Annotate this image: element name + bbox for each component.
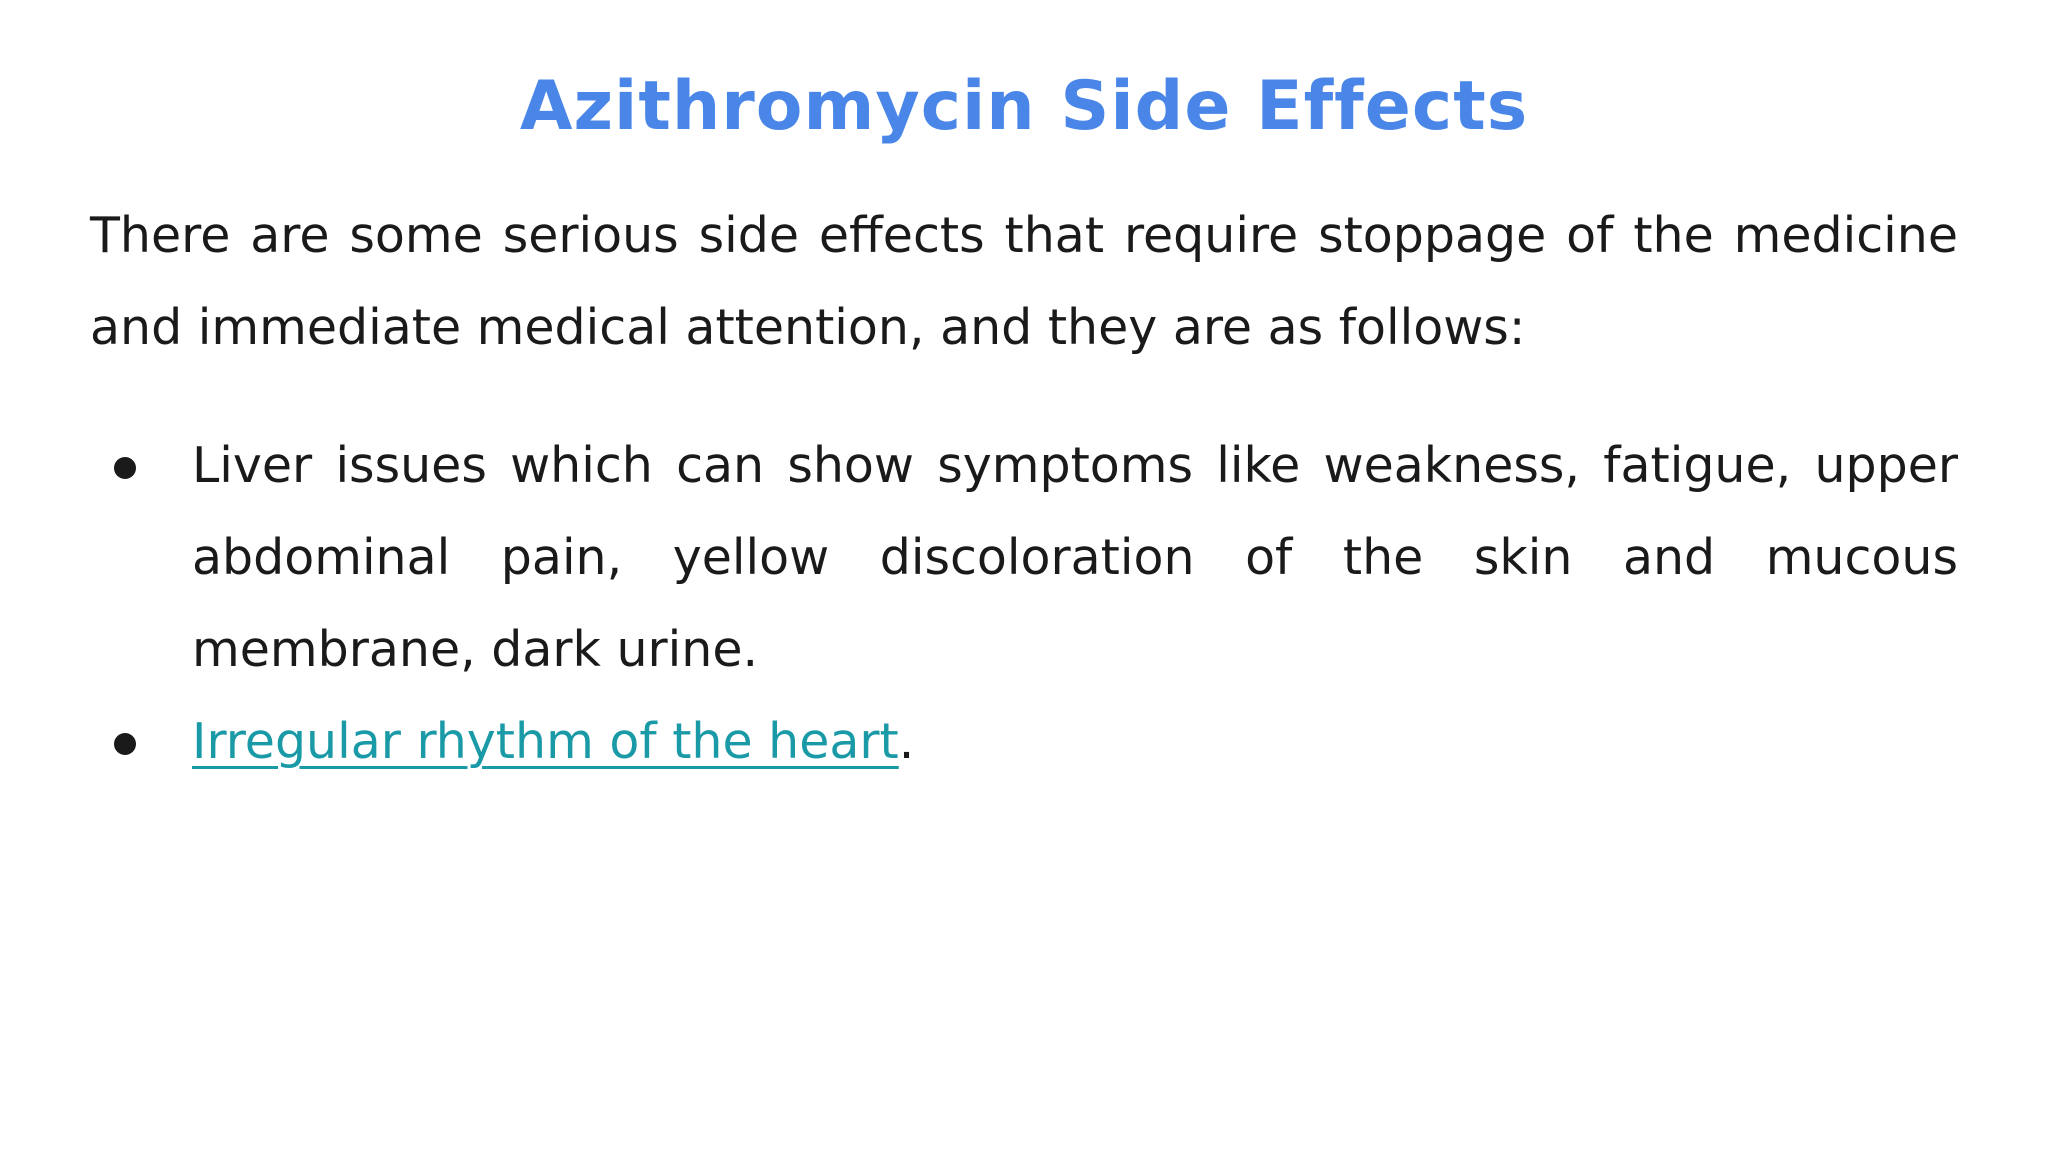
bullet-icon xyxy=(114,733,136,755)
bullet-icon xyxy=(114,457,136,479)
list-item xyxy=(90,696,1958,788)
slide-title: Azithromycin Side Effects xyxy=(519,67,1529,146)
heart-rhythm-link[interactable]: Irregular rhythm of the heart xyxy=(192,713,899,770)
side-effects-list xyxy=(90,420,1958,788)
list-item xyxy=(90,420,1958,696)
list-item-suffix: . xyxy=(898,713,915,770)
intro-paragraph: There are some serious side effects that require stoppage of the medicine and immediate medical attention, and they are as follows: xyxy=(90,207,1958,356)
list-item-text: Liver issues which can show symptoms like weakness, fatigue, upper abdominal pain, yellow discoloration of the skin and mucous membrane, dark urine. xyxy=(192,437,1958,678)
